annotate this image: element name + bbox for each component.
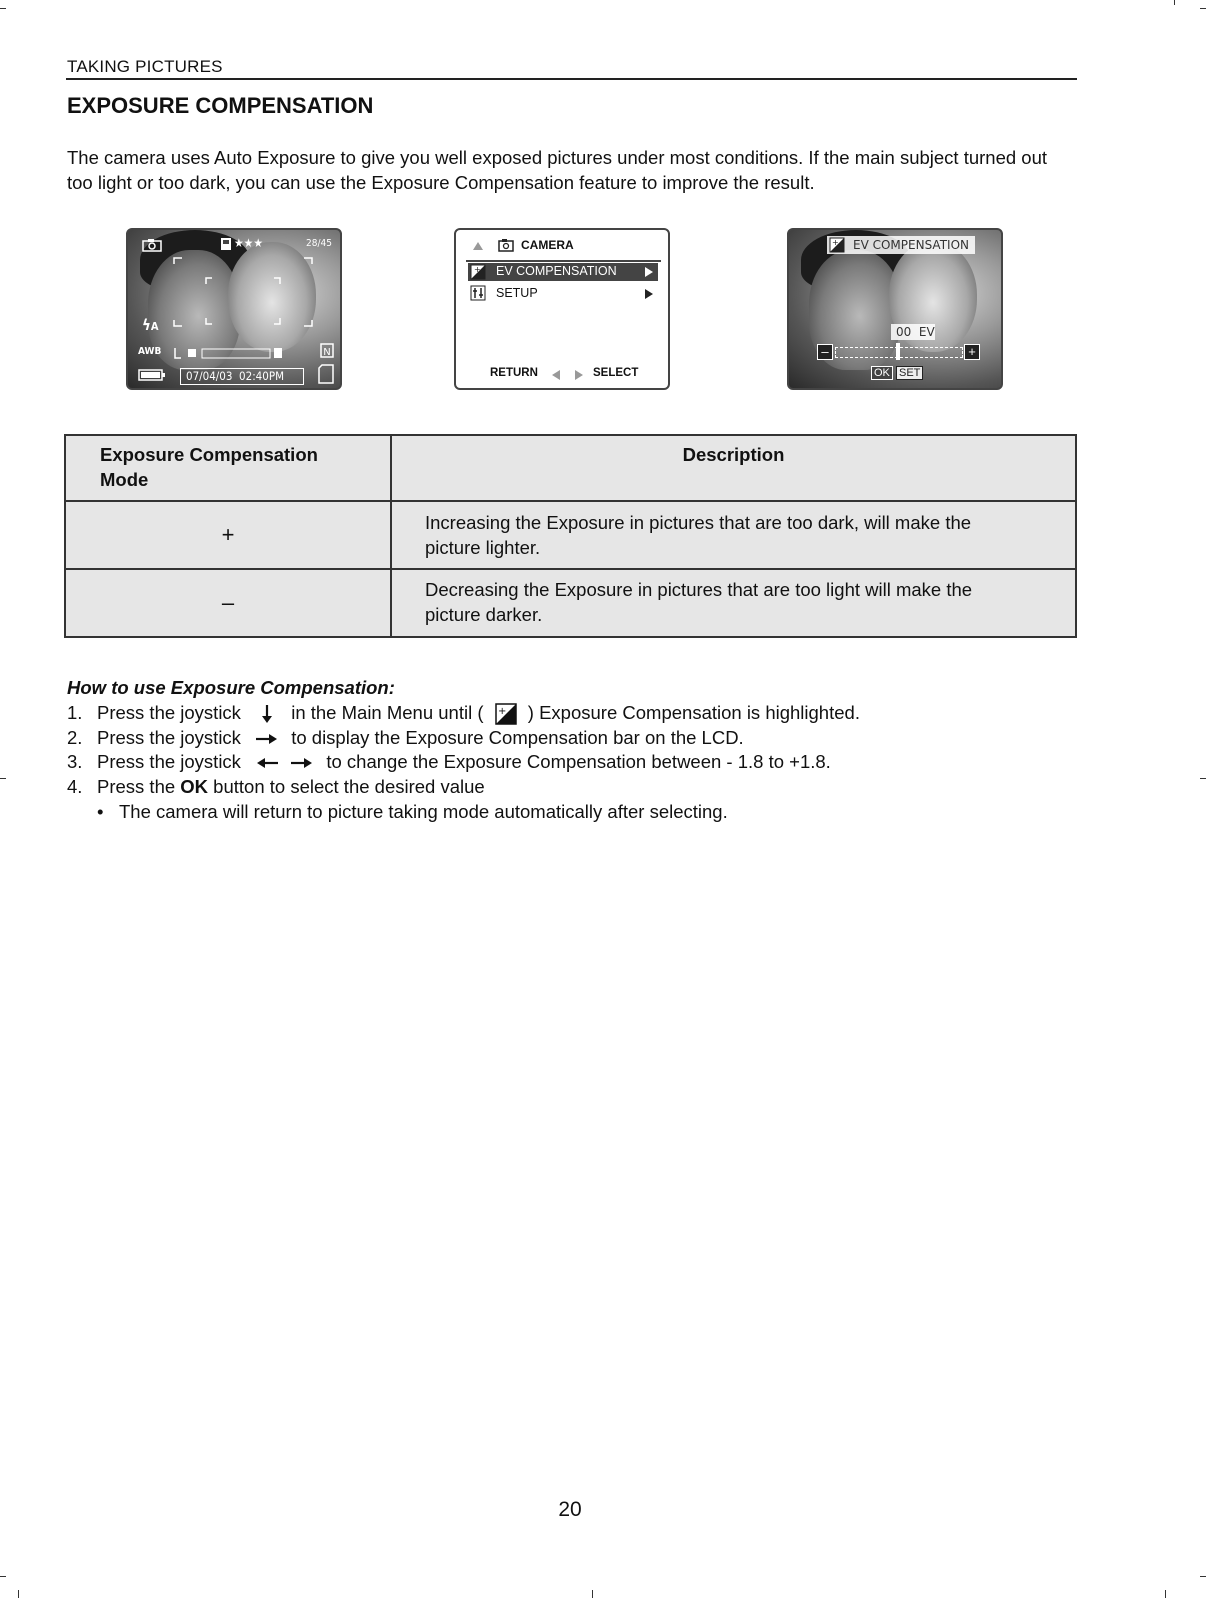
camera-icon (142, 238, 162, 252)
step-text: Press the joystick in the Main Menu until ( + ) Exposure Compensation is highlighted. (97, 701, 860, 726)
table-header-mode: Exposure Compensation Mode (65, 435, 391, 501)
lcd-ev-compensation-screen (787, 228, 1003, 390)
joystick-down-icon (252, 703, 282, 725)
submenu-arrow-icon (644, 288, 654, 300)
table-header-description: Description (391, 435, 1076, 501)
menu-item-label: EV COMPENSATION (496, 264, 617, 278)
crop-mark (1200, 8, 1206, 9)
crop-mark (18, 1590, 19, 1598)
crop-mark (592, 1590, 593, 1598)
ev-compensation-icon (491, 703, 521, 725)
awb-label: AWB (138, 346, 162, 357)
ev-compensation-icon (470, 264, 486, 280)
step-text: Press the joystick to display the Exposure Compensation bar on the LCD. (97, 726, 744, 751)
table-row (65, 501, 1076, 569)
table-row (65, 569, 1076, 637)
crop-mark (0, 778, 6, 779)
lcd-live-view-screen (126, 228, 342, 390)
select-label[interactable]: SELECT (593, 367, 639, 379)
zoom-bar-icon (174, 346, 284, 360)
step-text: Press the joystick to change the Exposure Compensation between - 1.8 to +1.8. (97, 750, 831, 775)
focus-frame-icon (172, 256, 314, 328)
step-2 (67, 726, 1117, 751)
table-cell-description: Decreasing the Exposure in pictures that are too light will make the picture darker. (391, 569, 1076, 637)
return-label[interactable]: RETURN (490, 367, 538, 379)
flash-auto-icon: ϟA (142, 316, 159, 334)
exposure-compensation-table (64, 434, 1077, 638)
step-number: 3. (67, 751, 83, 773)
ev-slider-thumb[interactable] (896, 343, 900, 360)
right-arrow-icon (574, 369, 584, 381)
ok-button-label[interactable]: OK (871, 366, 893, 380)
submenu-arrow-icon (644, 266, 654, 278)
table-cell-description: Increasing the Exposure in pictures that are too dark, will make the picture lighter. (391, 501, 1076, 569)
page-title: EXPOSURE COMPENSATION (67, 93, 374, 118)
setup-icon (470, 285, 486, 301)
crop-mark (0, 8, 6, 9)
joystick-left-icon (252, 752, 282, 774)
menu-header (466, 238, 661, 262)
ev-value: 00 EV (896, 325, 935, 339)
battery-icon (138, 368, 166, 382)
bullet-text: The camera will return to picture taking mode automatically after selecting. (119, 800, 728, 822)
ok-button-name: OK (180, 776, 209, 798)
camera-icon (498, 238, 514, 252)
menu-item-label: SETUP (496, 286, 538, 300)
step-bullet (67, 800, 1117, 825)
crop-mark (1165, 1590, 1166, 1598)
menu-title: CAMERA (521, 238, 574, 252)
step-number: 4. (67, 776, 83, 798)
crop-mark (0, 1576, 6, 1577)
shot-counter: 28/45 (306, 238, 332, 249)
step-number: 2. (67, 726, 83, 748)
menu-item-ev-compensation[interactable] (468, 263, 658, 281)
scroll-up-icon[interactable] (472, 241, 484, 251)
quality-icon (220, 237, 232, 251)
ev-plus-button[interactable]: + (964, 344, 980, 360)
table-header-row (65, 435, 1076, 501)
flash-mode: A (150, 320, 159, 333)
table-cell-mode: + (65, 501, 391, 569)
ev-compensation-icon (829, 237, 845, 253)
howto-title: How to use Exposure Compensation: (67, 677, 395, 698)
howto-steps (67, 701, 1117, 824)
n-mode-icon (320, 342, 334, 358)
page-number: 20 (558, 1498, 582, 1521)
left-arrow-icon (551, 369, 561, 381)
step-3 (67, 750, 1117, 775)
crop-mark (1200, 1576, 1206, 1577)
intro-paragraph: The camera uses Auto Exposure to give you well exposed pictures under most conditions. If the main subject turned out too light or too dark, you can use the Exposure Compensation feature to improve the result. (67, 147, 1048, 193)
crop-mark (1200, 778, 1206, 779)
step-number: 1. (67, 702, 83, 723)
joystick-right-icon (287, 752, 317, 774)
step-1 (67, 701, 1117, 726)
table-cell-mode: – (65, 569, 391, 637)
svg-text:+: + (497, 706, 507, 718)
menu-item-setup[interactable] (468, 285, 658, 303)
lcd-menu-screen (454, 228, 670, 390)
section-label: TAKING PICTURES (67, 57, 223, 76)
svg-text:+: + (832, 238, 839, 247)
crop-mark (1174, 0, 1175, 5)
bullet-icon: • (97, 800, 104, 822)
header-rule (66, 78, 1077, 80)
joystick-right-icon (252, 728, 282, 750)
date-time: 07/04/03 02:40PM (186, 369, 285, 383)
svg-text:N: N (323, 347, 331, 358)
svg-text:+: + (474, 265, 481, 274)
sd-card-icon (318, 364, 334, 384)
quality-stars: ★★★ (234, 236, 264, 250)
set-label: SET (896, 366, 923, 380)
step-4 (67, 775, 1117, 800)
ev-minus-button[interactable]: – (817, 344, 833, 360)
ev-screen-title: EV COMPENSATION (853, 238, 969, 252)
step-text: Press the OK button to select the desired value (97, 776, 485, 798)
